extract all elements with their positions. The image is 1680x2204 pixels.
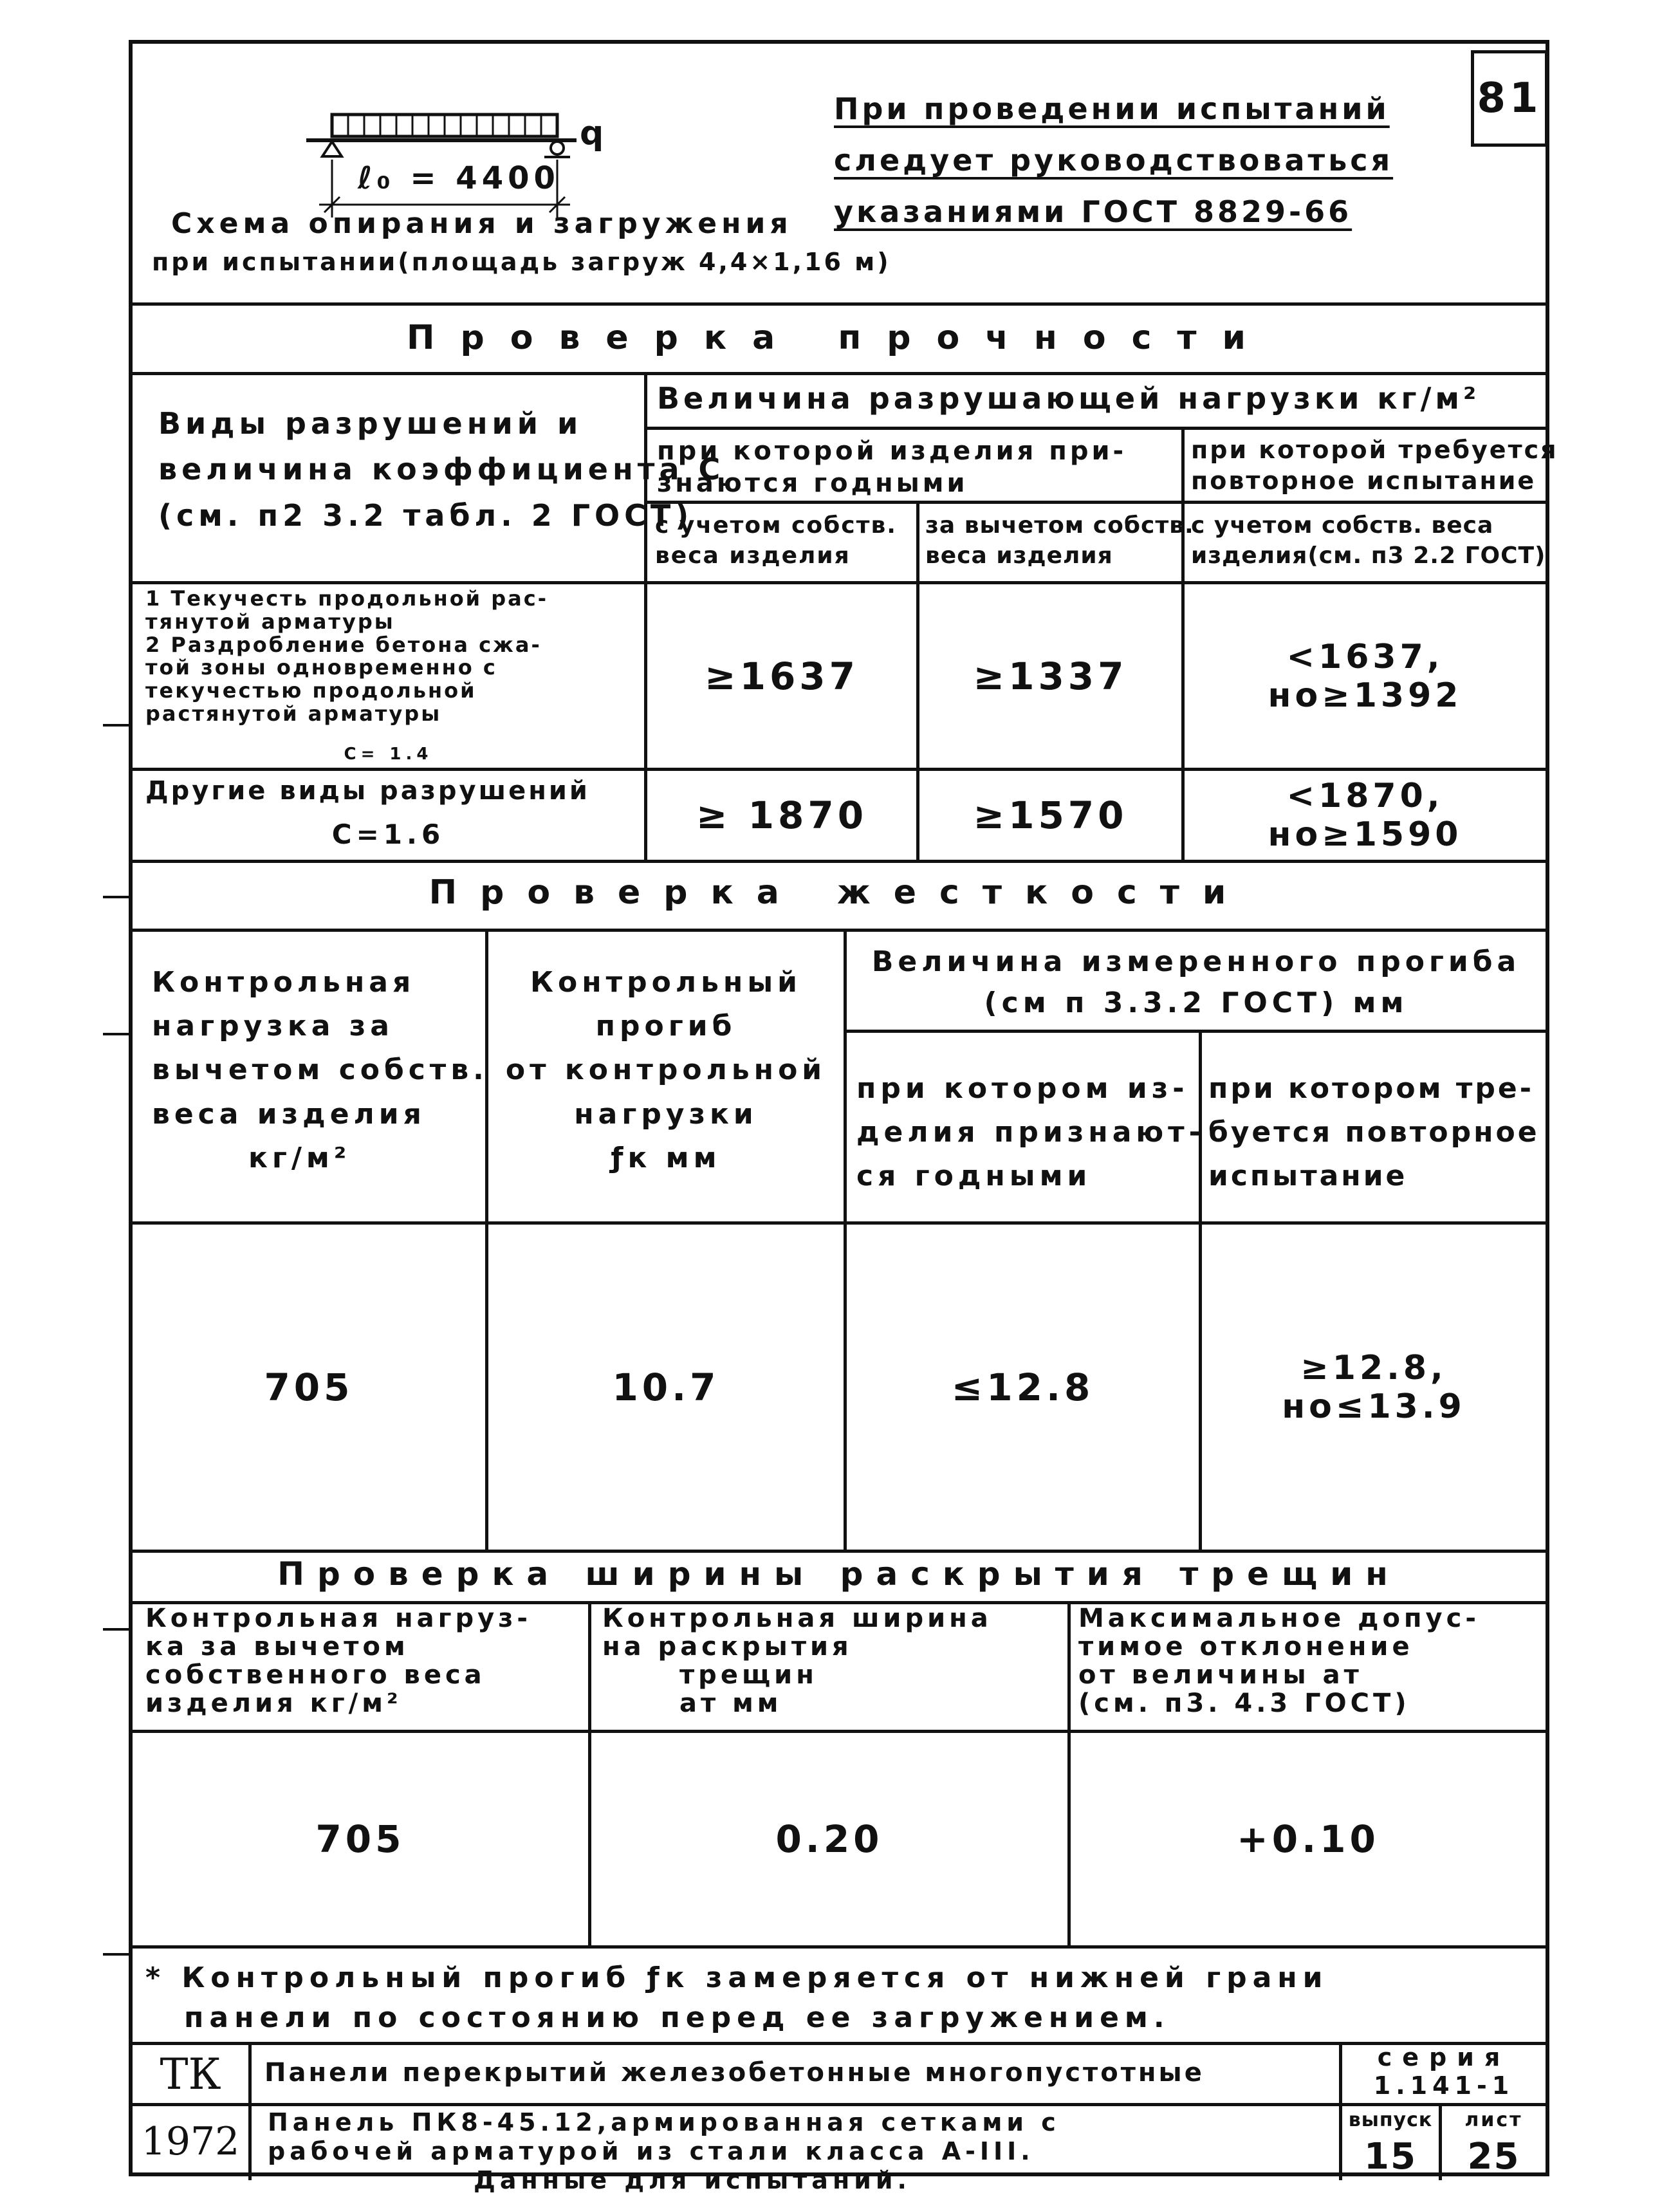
measured-deflection-header: Величина измеренного прогиба (см п 3.3.2 ГОСТ) мм bbox=[871, 945, 1521, 1019]
crack-col3-header: Максимальное допус- тимое отклонение от величины aт (см. п3. 4.3 ГОСТ) bbox=[1078, 1604, 1480, 1718]
coefficient-2: С=1.6 bbox=[331, 819, 445, 850]
crack-control-load: 705 bbox=[315, 1817, 405, 1861]
strength-row2-with-own: ≥ 1870 bbox=[696, 793, 868, 837]
strength-row1-with-own: ≥1637 bbox=[704, 654, 860, 698]
drawing-sheet bbox=[129, 40, 1558, 2194]
instruction-line3: указаниями ГОСТ 8829-66 bbox=[834, 194, 1352, 229]
crack-control-width: 0.20 bbox=[775, 1817, 883, 1861]
stiffness-col1-header: Контрольная нагрузка за вычетом собств. веса изделия кг/м² bbox=[152, 966, 488, 1174]
crack-title: Проверка ширины раскрытия трещин bbox=[277, 1555, 1401, 1593]
strength-types-header: Виды разрушений и величина коэффициента С (см. п2 3.2 табл. 2 ГОСТ) bbox=[158, 406, 725, 533]
with-own-weight-header: с учетом собств. веса изделия bbox=[655, 512, 897, 569]
margin-tick bbox=[103, 1953, 131, 1956]
load-q-label: q bbox=[580, 114, 609, 153]
stiffness-col3-header: при котором из- делия признают- ся годными bbox=[856, 1072, 1205, 1193]
margin-tick bbox=[103, 1628, 131, 1631]
strength-row2-retest: <1870, но≥1590 bbox=[1268, 777, 1463, 854]
failure-type-2: Другие виды разрушений bbox=[145, 776, 590, 806]
margin-tick bbox=[103, 1033, 131, 1035]
sheet-number-box bbox=[1471, 50, 1548, 147]
minus-own-weight-header: за вычетом собств. веса изделия bbox=[925, 512, 1194, 569]
stiffness-col4-header: при котором тре- буется повторное испытание bbox=[1208, 1072, 1540, 1193]
breaking-load-header: Величина разрушающей нагрузки кг/м² bbox=[657, 381, 1481, 416]
stiffness-control-load: 705 bbox=[264, 1365, 354, 1409]
strength-row1-minus-own: ≥1337 bbox=[973, 654, 1128, 698]
retest-own-weight-header: с учетом собств. веса изделия(см. п3 2.2 ГОСТ) bbox=[1191, 512, 1546, 569]
scheme-caption-line1: Схема опирания и загружения bbox=[171, 207, 793, 240]
stiffness-retest-deflection: ≥12.8, но≤13.9 bbox=[1282, 1348, 1466, 1426]
footnote: * Контрольный прогиб ƒк замеряется от нижней грани панели по состоянию перед ее загружением. bbox=[145, 1961, 1329, 2034]
product-description: Панель ПК8-45.12,армированная сетками с рабочей арматурой из стали класса А-III. Данные для испытаний. bbox=[268, 2108, 1060, 2194]
strength-title: Проверка прочности bbox=[407, 319, 1271, 357]
strength-row2-minus-own: ≥1570 bbox=[973, 793, 1128, 837]
sheet-value: 25 bbox=[1467, 2136, 1520, 2178]
sheet-label: лист bbox=[1464, 2109, 1523, 2131]
stiffness-col2-header: Контрольный прогиб от контрольной нагрузки ƒк мм bbox=[505, 966, 827, 1174]
stiffness-title: Проверка жесткости bbox=[429, 873, 1250, 912]
margin-tick bbox=[103, 724, 131, 727]
series-box: серия 1.141-1 bbox=[1373, 2043, 1515, 2100]
issue-value: 15 bbox=[1364, 2136, 1417, 2178]
crack-max-deviation: +0.10 bbox=[1237, 1817, 1380, 1861]
retest-header: при которой требуется повторное испытание bbox=[1191, 436, 1558, 495]
issue-label: выпуск bbox=[1348, 2109, 1433, 2131]
stiffness-control-deflection: 10.7 bbox=[612, 1365, 720, 1409]
coefficient-1: С= 1.4 bbox=[344, 745, 433, 764]
instruction-line2: следует руководствоваться bbox=[834, 143, 1394, 178]
year-label: 1972 bbox=[141, 2119, 240, 2164]
tk-label: ТК bbox=[160, 2049, 221, 2099]
scheme-caption-line2: при испытании(площадь загруж 4,4×1,16 м) bbox=[152, 248, 891, 276]
sheet-number: 81 bbox=[1477, 75, 1542, 122]
fit-header: при которой изделия при- знаются годными bbox=[657, 436, 1127, 498]
instruction-line1: При проведении испытаний bbox=[834, 91, 1390, 126]
span-label: ℓ₀ = 4400 bbox=[358, 160, 560, 196]
margin-tick bbox=[103, 896, 131, 898]
stiffness-fit-deflection: ≤12.8 bbox=[951, 1365, 1094, 1409]
crack-col1-header: Контрольная нагруз- ка за вычетом собственного веса изделия кг/м² bbox=[145, 1604, 532, 1718]
crack-col2-header: Контрольная ширина на раскрытия трещин aт мм bbox=[602, 1604, 992, 1718]
strength-row1-retest: <1637, но≥1392 bbox=[1268, 637, 1463, 715]
product-name: Панели перекрытий железобетонные многопустотные bbox=[264, 2058, 1205, 2088]
failure-type-1: 1 Текучесть продольной рас- тянутой арматуры 2 Раздробление бетона сжа- той зоны одновременно с текучестью продольной растянутой арматуры bbox=[145, 586, 548, 727]
